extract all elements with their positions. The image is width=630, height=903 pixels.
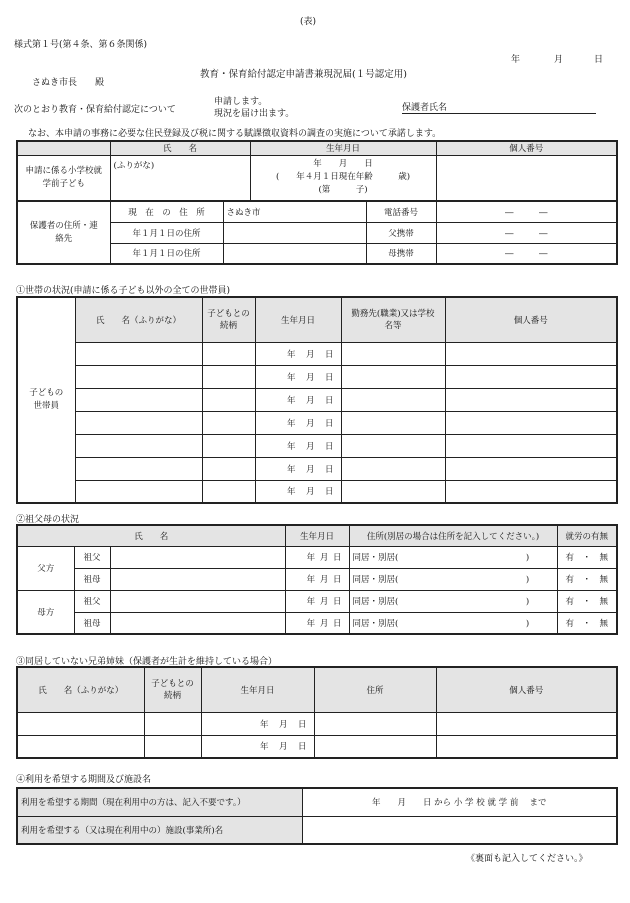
household-work-field[interactable] — [341, 457, 445, 480]
maternal-grandmother-name[interactable] — [110, 612, 285, 634]
applicant-col-name: 氏 名 — [110, 141, 250, 155]
sibling-birth-field[interactable]: 年 月 日 — [201, 712, 314, 735]
applicant-col-birth: 生年月日 — [250, 141, 436, 155]
siblings-col-mynumber: 個人番号 — [436, 667, 617, 712]
household-name-field[interactable] — [75, 411, 202, 434]
paternal-grandmother-birth[interactable]: 年 月 日 — [285, 568, 349, 590]
household-work-field[interactable] — [341, 411, 445, 434]
maternal-grandmother-label: 祖母 — [74, 612, 110, 634]
intro-option-apply: 申請します。 — [214, 97, 268, 107]
maternal-grandfather-work[interactable]: 有 ・ 無 — [557, 590, 617, 612]
father-mobile-field[interactable]: ― ― — [436, 222, 617, 243]
phone-label: 電話番号 — [366, 201, 436, 222]
sibling-name-field[interactable] — [17, 735, 144, 758]
siblings-table — [16, 666, 618, 759]
form-number: 様式第１号(第４条、第６条関係) — [14, 40, 148, 50]
household-name-field[interactable] — [75, 365, 202, 388]
applicant-col-mynumber: 個人番号 — [436, 141, 617, 155]
household-mynumber-field[interactable] — [445, 457, 617, 480]
page-side-label: (表) — [300, 17, 317, 27]
siblings-col-relation: 子どもとの続柄 — [144, 667, 201, 712]
date-year: 年 — [511, 55, 521, 65]
guardian-current-address-field[interactable] — [223, 201, 366, 222]
household-relation-field[interactable] — [202, 388, 255, 411]
table-row — [17, 735, 617, 758]
guardian-jan1-address-label-2: 年１月１日の住所 — [110, 243, 223, 264]
intro-text: 次のとおり教育・保育給付認定について — [14, 105, 176, 115]
sibling-address-field[interactable] — [314, 735, 436, 758]
siblings-section-title: ③同居していない兄弟姉妹（保護者が生計を維持している場合） — [16, 657, 278, 667]
household-mynumber-field[interactable] — [445, 342, 617, 365]
grandparents-col-birth: 生年月日 — [285, 525, 349, 546]
usage-facility-label: 利用を希望する（又は現在利用中の）施設(事業所)名 — [17, 816, 302, 844]
siblings-col-birth: 生年月日 — [201, 667, 314, 712]
household-work-field[interactable] — [341, 365, 445, 388]
household-name-field[interactable] — [75, 434, 202, 457]
sibling-relation-field[interactable] — [144, 712, 201, 735]
paternal-grandmother-work[interactable]: 有 ・ 無 — [557, 568, 617, 590]
household-mynumber-field[interactable] — [445, 388, 617, 411]
household-relation-field[interactable] — [202, 480, 255, 503]
intro-option-report: 現況を届け出ます。 — [214, 109, 295, 119]
mother-mobile-field[interactable]: ― ― — [436, 243, 617, 264]
furigana-label: (ふりがな) — [113, 160, 155, 171]
household-relation-field[interactable] — [202, 457, 255, 480]
household-birth-field[interactable]: 年 月 日 — [255, 388, 341, 411]
paternal-grandfather-work[interactable]: 有 ・ 無 — [557, 546, 617, 568]
applicant-row-label: 申請に係る小学校就学前子ども — [17, 155, 110, 201]
usage-period-field[interactable]: 年 月 日 から 小 学 校 就 学 前 まで — [302, 788, 617, 816]
consent-text: なお、本申請の事務に必要な住民登録及び税に関する賦課徴収資料の調査の実施について承諾します。 — [28, 129, 442, 139]
maternal-grandfather-birth[interactable]: 年 月 日 — [285, 590, 349, 612]
grandparents-col-address: 住所(別居の場合は住所を記入してください。) — [349, 525, 557, 546]
applicant-birth-ymd: 年 月 日 — [313, 159, 373, 170]
sibling-address-field[interactable] — [314, 712, 436, 735]
household-work-field[interactable] — [341, 388, 445, 411]
maternal-label: 母方 — [17, 590, 74, 634]
applicant-table — [16, 140, 618, 265]
household-col-name: 氏 名（ふりがな） — [75, 297, 202, 342]
household-col-birth: 生年月日 — [255, 297, 341, 342]
household-table — [16, 296, 618, 504]
guardian-current-address-label: 現 在 の 住 所 — [110, 201, 223, 222]
household-relation-field[interactable] — [202, 342, 255, 365]
grandparents-col-name: 氏 名 — [17, 525, 285, 546]
household-relation-field[interactable] — [202, 411, 255, 434]
guardian-jan1-address-field-2[interactable] — [223, 243, 366, 264]
city-name: さぬき市 — [226, 207, 261, 218]
household-relation-field[interactable] — [202, 434, 255, 457]
guardian-jan1-address-label: 年１月１日の住所 — [110, 222, 223, 243]
table-row — [17, 411, 617, 434]
father-mobile-label: 父携帯 — [366, 222, 436, 243]
household-birth-field[interactable]: 年 月 日 — [255, 365, 341, 388]
household-birth-field[interactable]: 年 月 日 — [255, 457, 341, 480]
applicant-name-field[interactable] — [110, 155, 250, 201]
usage-section-title: ④利用を希望する期間及び施設名 — [16, 775, 152, 785]
maternal-grandmother-address[interactable]: 同居・別居( ) — [349, 612, 557, 634]
household-section-title: ①世帯の状況(申請に係る子ども以外の全ての世帯員) — [16, 286, 231, 296]
table-row — [17, 365, 617, 388]
usage-period-label: 利用を希望する期間（現在利用中の方は、記入不要です。） — [17, 788, 302, 816]
maternal-grandmother-work[interactable]: 有 ・ 無 — [557, 612, 617, 634]
household-birth-field[interactable]: 年 月 日 — [255, 434, 341, 457]
maternal-grandfather-name[interactable] — [110, 590, 285, 612]
date-day: 日 — [594, 55, 604, 65]
household-row-label: 子どもの世帯員 — [17, 297, 75, 503]
paternal-grandmother-label: 祖母 — [74, 568, 110, 590]
phone-field[interactable]: ― ― — [436, 201, 617, 222]
household-birth-field[interactable]: 年 月 日 — [255, 342, 341, 365]
household-col-mynumber: 個人番号 — [445, 297, 617, 342]
guardian-name-label: 保護者氏名 — [402, 103, 448, 113]
paternal-grandmother-address[interactable]: 同居・別居( ) — [349, 568, 557, 590]
table-row — [17, 342, 617, 365]
applicant-mynumber-field[interactable] — [436, 155, 617, 201]
grandparents-col-work: 就労の有無 — [557, 525, 617, 546]
sibling-name-field[interactable] — [17, 712, 144, 735]
paternal-grandfather-label: 祖父 — [74, 546, 110, 568]
household-birth-field[interactable]: 年 月 日 — [255, 480, 341, 503]
household-mynumber-field[interactable] — [445, 411, 617, 434]
maternal-grandmother-birth[interactable]: 年 月 日 — [285, 612, 349, 634]
siblings-col-name: 氏 名（ふりがな） — [17, 667, 144, 712]
usage-table — [16, 787, 618, 845]
grandparents-table — [16, 524, 618, 635]
grandparents-section-title: ②祖父母の状況 — [16, 515, 80, 525]
footer-note: 《裏面も記入してください。》 — [466, 854, 588, 864]
household-relation-field[interactable] — [202, 365, 255, 388]
sibling-mynumber-field[interactable] — [436, 735, 617, 758]
maternal-grandfather-address[interactable]: 同居・別居( ) — [349, 590, 557, 612]
addressee: さぬき市長 殿 — [32, 78, 105, 88]
household-name-field[interactable] — [75, 480, 202, 503]
household-birth-field[interactable]: 年 月 日 — [255, 411, 341, 434]
paternal-grandfather-birth[interactable]: 年 月 日 — [285, 546, 349, 568]
household-col-relation: 子どもとの続柄 — [202, 297, 255, 342]
form-title: 教育・保育給付認定申請書兼現況届(１号認定用) — [200, 69, 407, 80]
table-row — [17, 388, 617, 411]
guardian-row-label: 保護者の住所・連絡先 — [17, 201, 110, 264]
guardian-name-line[interactable] — [402, 100, 596, 114]
date-month: 月 — [554, 55, 564, 65]
household-mynumber-field[interactable] — [445, 365, 617, 388]
maternal-grandfather-label: 祖父 — [74, 590, 110, 612]
sibling-mynumber-field[interactable] — [436, 712, 617, 735]
household-name-field[interactable] — [75, 342, 202, 365]
applicant-birth-field[interactable] — [250, 155, 436, 201]
paternal-grandmother-name[interactable] — [110, 568, 285, 590]
household-name-field[interactable] — [75, 388, 202, 411]
household-mynumber-field[interactable] — [445, 480, 617, 503]
applicant-corner — [17, 141, 110, 155]
household-name-field[interactable] — [75, 457, 202, 480]
table-row — [17, 712, 617, 735]
household-mynumber-field[interactable] — [445, 434, 617, 457]
mother-mobile-label: 母携帯 — [366, 243, 436, 264]
household-col-work: 勤務先(職業)又は学校名等 — [341, 297, 445, 342]
applicant-age-note: ( 年４月１日現在年齢 歳) — [275, 172, 411, 183]
sibling-relation-field[interactable] — [144, 735, 201, 758]
paternal-grandfather-address[interactable]: 同居・別居( ) — [349, 546, 557, 568]
household-work-field[interactable] — [341, 434, 445, 457]
table-row — [17, 480, 617, 503]
usage-facility-field[interactable] — [302, 816, 617, 844]
sibling-birth-field[interactable]: 年 月 日 — [201, 735, 314, 758]
paternal-grandfather-name[interactable] — [110, 546, 285, 568]
paternal-label: 父方 — [17, 546, 74, 590]
guardian-jan1-address-field[interactable] — [223, 222, 366, 243]
table-row — [17, 434, 617, 457]
siblings-col-address: 住所 — [314, 667, 436, 712]
applicant-order-note: (第 子) — [318, 185, 368, 196]
household-work-field[interactable] — [341, 480, 445, 503]
household-work-field[interactable] — [341, 342, 445, 365]
table-row — [17, 457, 617, 480]
